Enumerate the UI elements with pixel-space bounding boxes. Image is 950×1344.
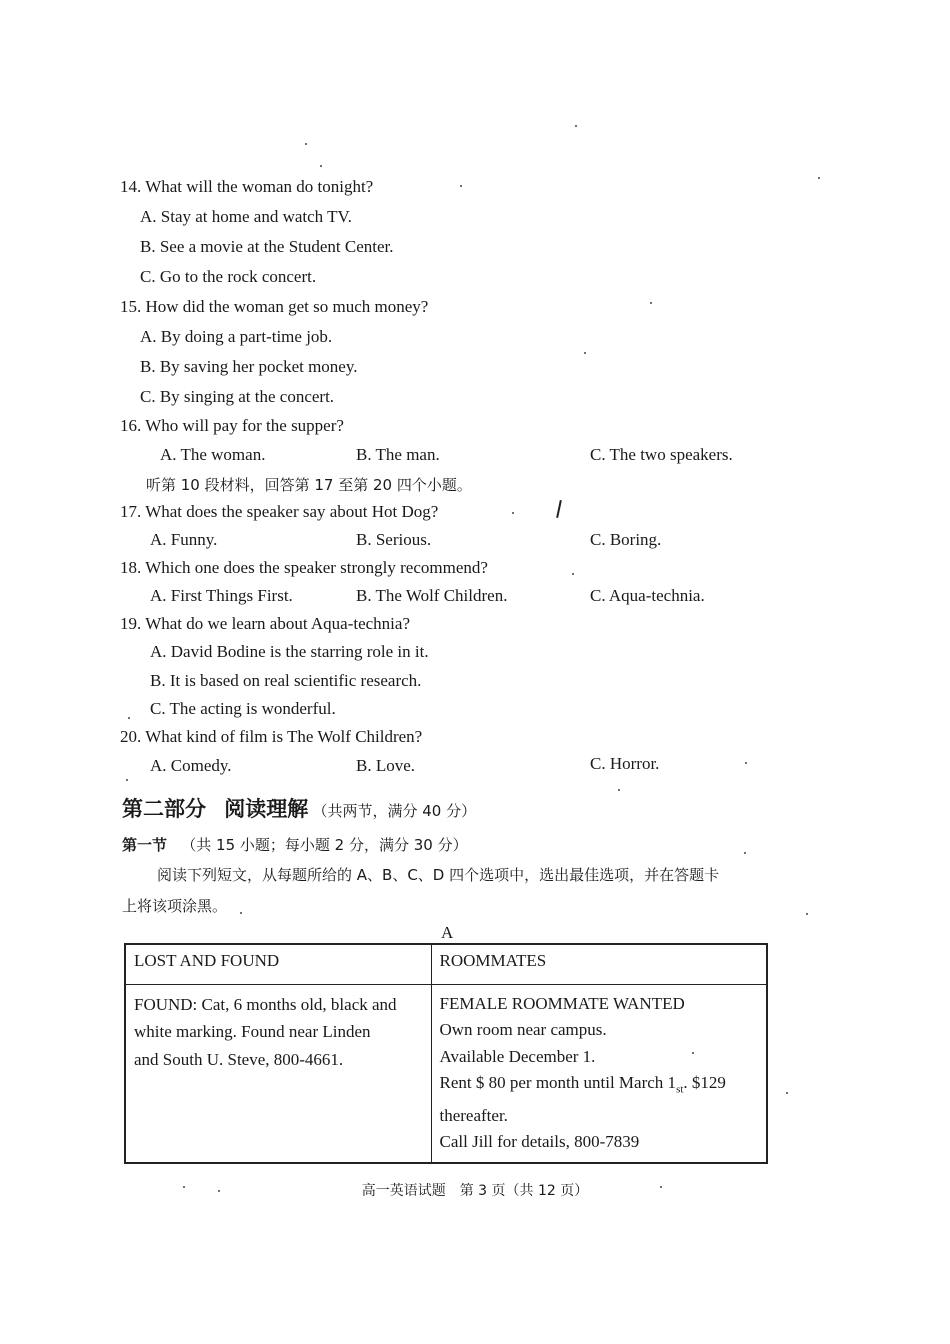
- option-c: C. The acting is wonderful.: [150, 699, 336, 718]
- header-lost-found: LOST AND FOUND: [125, 944, 431, 984]
- ad-line: thereafter.: [439, 1105, 508, 1125]
- option-c: C. Boring.: [590, 530, 662, 549]
- part-title-note: （共两节，满分 40 分）: [312, 802, 477, 820]
- ad-line: and South U. Steve, 800-4661.: [134, 1049, 344, 1069]
- option-c: C. By singing at the concert.: [140, 387, 335, 406]
- option-a: A. Stay at home and watch TV.: [140, 207, 352, 226]
- option-c: C. Go to the rock concert.: [140, 267, 317, 286]
- section-note: （共 15 小题；每小题 2 分，满分 30 分）: [181, 836, 468, 854]
- option-a: A. David Bodine is the starring role in it.: [150, 642, 429, 661]
- ad-line: FOUND: Cat, 6 months old, black and: [134, 994, 397, 1014]
- option-b: B. It is based on real scientific research.: [150, 671, 422, 690]
- listening-instruction: 听第 10 段材料，回答第 17 至第 20 四个小题。: [146, 476, 472, 494]
- header-roommates: ROOMMATES: [431, 944, 767, 984]
- option-b: B. See a movie at the Student Center.: [140, 237, 394, 256]
- option-c: C. Horror.: [590, 754, 660, 773]
- ad-line: Call Jill for details, 800-7839: [439, 1132, 640, 1152]
- option-a: A. Funny.: [150, 530, 218, 549]
- option-b: B. The Wolf Children.: [356, 586, 508, 605]
- option-c: C. The two speakers.: [590, 445, 733, 464]
- part-heading: [122, 796, 476, 824]
- reading-instruction-cont: 上将该项涂黑。: [122, 897, 228, 915]
- question-stem: 15. How did the woman get so much money?: [120, 297, 429, 316]
- option-b: B. By saving her pocket money.: [140, 357, 358, 376]
- option-a: A. Comedy.: [150, 756, 232, 775]
- ad-line: Available December 1.: [439, 1046, 596, 1066]
- section-heading: [122, 834, 468, 856]
- rent-line: [440, 1070, 759, 1103]
- rent-text: Rent $ 80 per month until March 1: [439, 1073, 677, 1092]
- part-title: 第二部分: [122, 797, 206, 821]
- section-label: 第一节: [122, 836, 168, 854]
- ad-line: white marking. Found near Linden: [134, 1022, 371, 1041]
- table-header-row: [125, 944, 767, 984]
- question-stem: 20. What kind of film is The Wolf Children?: [120, 727, 423, 746]
- option-a: A. By doing a part-time job.: [140, 327, 333, 346]
- option-b: B. The man.: [356, 445, 440, 464]
- table-row: [125, 984, 767, 1163]
- classified-ads-table: [124, 943, 768, 1164]
- question-stem: 17. What does the speaker say about Hot Dog?: [120, 502, 439, 521]
- option-b: B. Serious.: [356, 530, 432, 549]
- rent-text-end: . $129: [683, 1073, 726, 1092]
- question-stem: 14. What will the woman do tonight?: [120, 177, 374, 196]
- page-footer: 高一英语试题 第 3 页（共 12 页）: [361, 1183, 589, 1199]
- question-stem: 16. Who will pay for the supper?: [120, 416, 344, 435]
- question-stem: 19. What do we learn about Aqua-technia?: [120, 614, 410, 633]
- option-a: A. The woman.: [160, 445, 266, 464]
- part-title-main: 阅读理解: [224, 797, 309, 821]
- reading-instruction: 阅读下列短文，从每题所给的 A、B、C、D 四个选项中，选出最佳选项，并在答题卡: [157, 866, 720, 884]
- lost-found-ad: [125, 984, 431, 1163]
- question-stem: 18. Which one does the speaker strongly recommend?: [120, 558, 488, 577]
- option-c: C. Aqua-technia.: [590, 586, 705, 605]
- roommate-ad: [431, 984, 767, 1163]
- ad-line: FEMALE ROOMMATE WANTED: [439, 993, 685, 1013]
- ad-line: Own room near campus.: [439, 1020, 607, 1039]
- passage-label: A: [441, 923, 454, 942]
- option-a: A. First Things First.: [150, 586, 293, 605]
- rent-ordinal: st: [676, 1083, 684, 1096]
- option-b: B. Love.: [356, 756, 416, 775]
